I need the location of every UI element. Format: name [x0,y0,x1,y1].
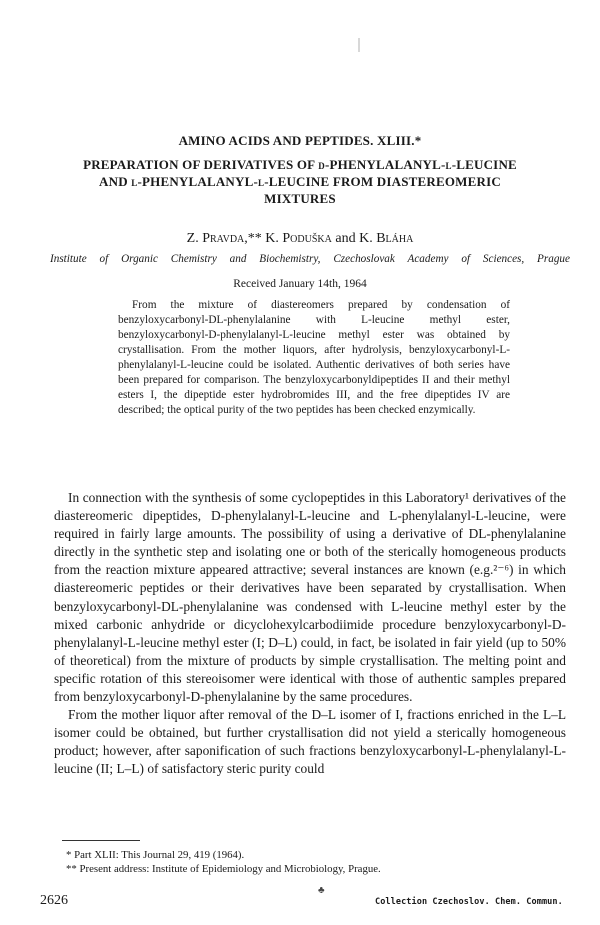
author-name: Z. Pravda, [186,231,248,246]
title-segment: AND [99,174,132,189]
paragraph: From the mother liquor after removal of the D–L isomer of I, fractions enriched in the L–L isomer could be obtained, but further crystallisation did not yield a sterically homogeneous product; however, after saponification of such fractions benzyloxycarbonyl-L-phenylalanyl-L-leucine (II; L–L) of satisfactory steric purity could [54,707,566,777]
title-segment: -LEUCINE FROM DIASTEREOMERIC [264,174,501,189]
footnotes [66,848,546,876]
paragraph: In connection with the synthesis of some cyclopeptides in this Laboratory¹ derivatives of the diastereomeric dipeptides, D-phenylalanyl-L-leucine and L-phenylalanyl-L-leucine, were required in fairly large amounts. The possibility of using a derivative of DL-phenylalanine directly in the synthetic step and isolating one or both of the sterically homogeneous products from the reaction mixture appeared attractive; several instances are known (e.g.²⁻⁶) in which diastereomeric peptides or their derivatives have been separated by crystallisation. When benzyloxycarbonyl-DL-phenylalanine was condensed with L-leucine methyl ester by the mixed carbonic anhydride or dicyclohexylcarbodiimide procedure benzyloxycarbonyl-D-phenylalanyl-L-leucine methyl ester (I; D–L) could, in fact, be isolated in fair yield (up to 50% of theoretical) from the mixture of products by simple crystallisation. The melting point and specific rotation of this stereoisomer were identical with those of authentic samples prepared from benzyloxycarbonyl-D-phenylalanine by the same procedures. [54,490,566,705]
title-segment: l [445,157,452,172]
footnote: ** Present address: Institute of Epidemiology and Microbiology, Prague. [66,863,381,875]
scan-artifact [358,38,360,52]
received-date: Received January 14th, 1964 [233,278,367,290]
series-title: AMINO ACIDS AND PEPTIDES. XLIII.* [178,133,422,148]
title-segment: l [131,174,138,189]
footnote-divider [62,840,140,841]
title-segment: d [318,157,325,172]
title-segment: l [258,174,265,189]
title-segment: -PHENYLALANYL- [137,174,258,189]
page-number: 2626 [40,893,68,908]
title-segment: PREPARATION OF DERIVATIVES OF [83,157,319,172]
abstract: From the mixture of diastereomers prepared by condensation of benzyloxycarbonyl-DL-phenylalanine with L-leucine methyl ester, benzyloxycarbonyl-D-phenylalanyl-L-leucine methyl ester was obtained by crystallisation. From the mother liquors, after hydrolysis, benzyloxycarbonyl-L-phenylalanyl-L-leucine could be isolated. Authentic derivatives of both series have been prepared for comparison. The benzyloxycarbonyldipeptides II and their methyl esters I, the dipeptide ester hydrobromides III, and the free dipeptides IV are described; the optical purity of the two peptides has been checked enzymically. [118,299,510,416]
printer-ornament-icon: ♣ [318,885,325,896]
title-segment: MIXTURES [264,191,336,206]
author-list [0,231,600,247]
author-conjunction: and [331,231,360,246]
body-text [54,489,566,779]
affiliation: Institute of Organic Chemistry and Biochemistry, Czechoslovak Academy of Sciences, Prague [50,253,570,265]
footnote-marker: ** [247,231,262,246]
title-segment: -PHENYLALANYL- [325,157,446,172]
title-segment: -LEUCINE [451,157,517,172]
article-title [60,156,540,207]
footnote: * Part XLII: This Journal 29, 419 (1964). [66,849,245,861]
author-name: K. Poduška [261,231,332,246]
author-name: K. Bláha [359,231,414,246]
journal-name: Collection Czechoslov. Chem. Commun. [375,897,563,907]
